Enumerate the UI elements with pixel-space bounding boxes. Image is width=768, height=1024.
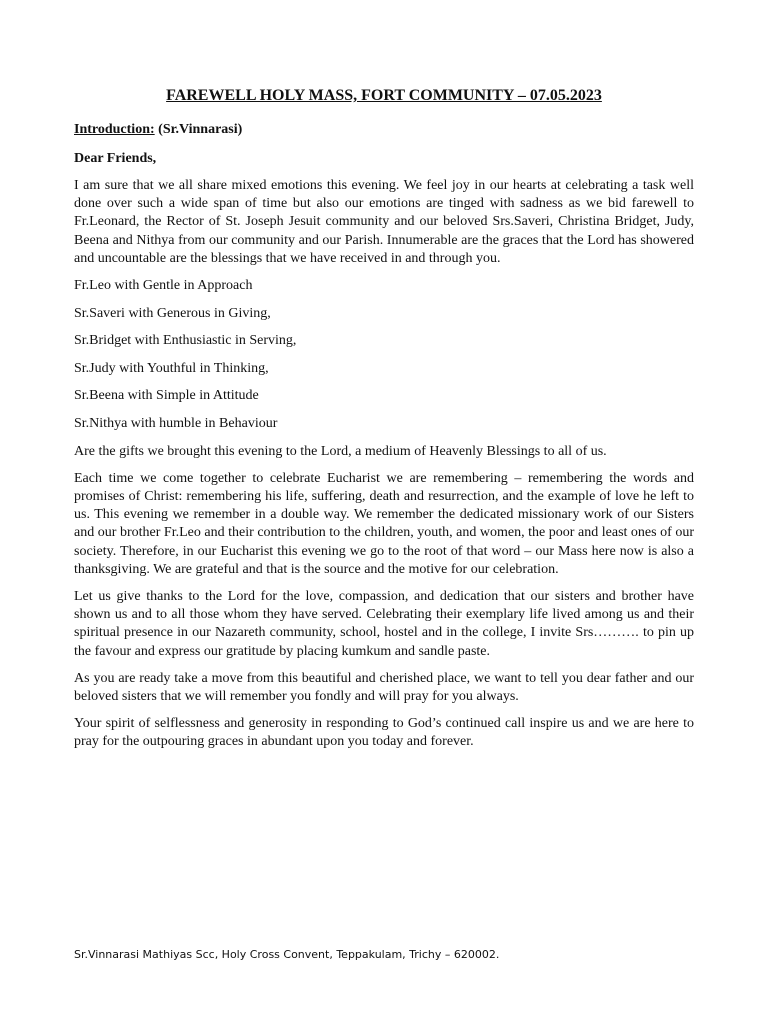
gift-item: Sr.Saveri with Generous in Giving,	[74, 305, 271, 321]
gift-item: Sr.Nithya with humble in Behaviour	[74, 415, 278, 431]
paragraph-farewell: As you are ready take a move from this beautiful and cherished place, we want to tell you dear father and our beloved sisters that we will remember you fondly and will pray for you always.	[74, 670, 694, 705]
introduction-label: Introduction:	[74, 122, 155, 137]
paragraph-gifts-offering: Are the gifts we brought this evening to the Lord, a medium of Heavenly Blessings to all of us.	[74, 443, 607, 459]
introduction-heading	[74, 121, 694, 139]
document-title: FAREWELL HOLY MASS, FORT COMMUNITY – 07.05.2023	[166, 87, 602, 104]
page-footer: Sr.Vinnarasi Mathiyas Scc, Holy Cross Convent, Teppakulam, Trichy – 620002.	[74, 948, 500, 961]
gift-item: Fr.Leo with Gentle in Approach	[74, 278, 253, 294]
greeting: Dear Friends,	[74, 151, 157, 166]
paragraph-closing: Your spirit of selflessness and generosity in responding to God’s continued call inspire us and we are here to pray for the outpouring graces in abundant upon you today and forever.	[74, 716, 694, 750]
paragraph-thanksgiving: Let us give thanks to the Lord for the love, compassion, and dedication that our sisters and brother have shown us and to all those whom they have served. Celebrating their exemplary life lived among us and their spiritual presence in our Nazareth community, school, hostel and in the college, I invite Srs………. to pin up the favour and express our gratitude by placing kumkum and sandle paste.	[74, 589, 694, 659]
gift-item: Sr.Beena with Simple in Attitude	[74, 388, 259, 404]
introduction-speaker: (Sr.Vinnarasi)	[154, 122, 243, 137]
gift-item: Sr.Bridget with Enthusiastic in Serving,	[74, 333, 297, 349]
gift-item: Sr.Judy with Youthful in Thinking,	[74, 360, 269, 376]
gifts-list	[74, 277, 694, 433]
document-body	[74, 86, 694, 761]
paragraph-eucharist: Each time we come together to celebrate Eucharist we are remembering – remembering the words and promises of Christ: remembering his life, suffering, death and resurrection, and the example of love he left to us. This evening we remember in a double way. We remember the dedicated missionary work of our Sisters and our brother Fr.Leo and their contribution to the children, youth, and women, the poor and least ones of our society. Therefore, in our Eucharist this evening we go to the root of that word – our Mass here now is also a thanksgiving. We are grateful and that is the source and the motive for our celebration.	[74, 470, 694, 577]
paragraph-opening: I am sure that we all share mixed emotions this evening. We feel joy in our hearts at celebrating a task well done over such a wide span of time but also our emotions are tinged with sadness as we bid farewell to Fr.Leonard, the Rector of St. Joseph Jesuit community and our beloved Srs.Saveri, Christina Bridget, Judy, Beena and Nithya from our community and our Parish. Innumerable are the graces that the Lord has showered and uncountable are the blessings that we have received in and through you.	[74, 178, 694, 266]
